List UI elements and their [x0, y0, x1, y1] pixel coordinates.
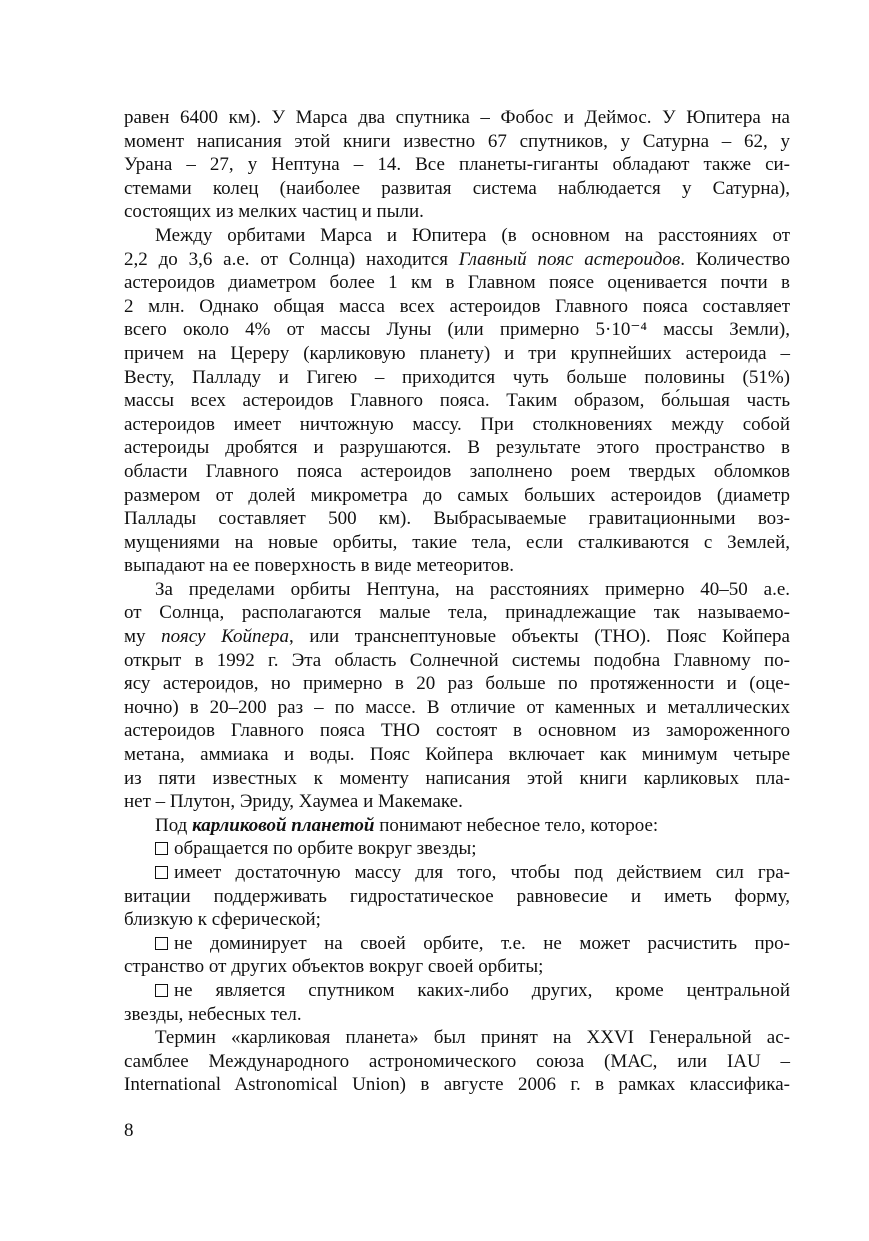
text-line: близкую к сферической; [124, 909, 321, 931]
checkbox-bullet-icon [155, 842, 168, 855]
text-line: обращается по орбите вокруг звезды; [124, 837, 790, 861]
paragraph [124, 578, 790, 814]
text-line: не доминирует на своей орбите, т.е. не может расчистить про- [124, 932, 790, 956]
text-line: самблее Международного астрономического союза (МАС, или IAU – [124, 1050, 790, 1072]
paragraph [124, 1026, 790, 1097]
list-item [124, 979, 790, 1026]
text-line: всего около 4% от массы Луны (или примерно 5·10⁻⁴ массы Земли), [124, 319, 790, 341]
text-line: ясу астероидов, но примерно в 20 раз больше по протяженности и (оце- [124, 673, 790, 695]
text-line: International Astronomical Union) в августе 2006 г. в рамках классифика- [124, 1074, 790, 1096]
text-line: 2 млн. Однако общая масса всех астероидов Главного пояса составляет [124, 295, 790, 317]
page-text [124, 106, 790, 1097]
text-line: нет – Плутон, Эриду, Хаумеа и Макемаке. [124, 791, 463, 813]
text-line: астероидов имеет ничтожную массу. При столкновениях между собой [124, 413, 790, 435]
text-line: стемами колец (наиболее развитая система наблюдается у Сатурна), [124, 177, 790, 199]
text-line: витации поддерживать гидростатическое равновесие и иметь форму, [124, 885, 790, 907]
text-line: от Солнца, располагаются малые тела, принадлежащие так называемо- [124, 602, 790, 624]
list-item [124, 837, 790, 861]
text-line: астероидов Главного пояса ТНО состоят в основном из замороженного [124, 720, 790, 742]
paragraph [124, 224, 790, 578]
text-line: странство от других объектов вокруг своей орбиты; [124, 956, 544, 978]
text-line: астероидов диаметром более 1 км в Главном поясе оценивается почти в [124, 272, 790, 294]
text-line: Урана – 27, у Нептуна – 14. Все планеты-гиганты обладают также си- [124, 154, 790, 176]
text-line: области Главного пояса астероидов заполнено роем твердых обломков [124, 460, 790, 482]
text-line: Под карликовой планетой понимают небесное тело, которое: [155, 814, 659, 836]
text-line: За пределами орбиты Нептуна, на расстояниях примерно 40–50 а.е. [155, 578, 790, 600]
text-line: астероиды дробятся и разрушаются. В результате этого пространство в [124, 437, 790, 459]
text-line: имеет достаточную массу для того, чтобы под действием сил гра- [124, 861, 790, 885]
text-line: массы всех астероидов Главного пояса. Таким образом, бо́льшая часть [124, 390, 790, 412]
paragraph [124, 814, 790, 838]
text-line: момент написания этой книги известно 67 спутников, у Сатурна – 62, у [124, 130, 790, 152]
list-item [124, 932, 790, 979]
text-line: Весту, Палладу и Гигею – приходится чуть больше половины (51%) [124, 366, 790, 388]
text-line: ночно) в 20–200 раз – по массе. В отличие от каменных и металлических [124, 696, 790, 718]
text-line: Паллады составляет 500 км). Выбрасываемые гравитационными воз- [124, 508, 790, 530]
text-line: открыт в 1992 г. Эта область Солнечной системы подобна Главному по- [124, 649, 790, 671]
text-line: мущениями на новые орбиты, такие тела, если сталкиваются с Землей, [124, 531, 790, 553]
checkbox-bullet-icon [155, 866, 168, 879]
list-item [124, 861, 790, 932]
text-line: равен 6400 км). У Марса два спутника – Фобос и Деймос. У Юпитера на [124, 107, 790, 128]
checkbox-bullet-icon [155, 984, 168, 997]
text-line: состоящих из мелких частиц и пыли. [124, 201, 424, 223]
text-line: размером от долей микрометра до самых больших астероидов (диаметр [124, 484, 790, 506]
text-line: звезды, небесных тел. [124, 1003, 302, 1025]
text-line: причем на Цереру (карликовую планету) и три крупнейших астероида – [124, 342, 790, 364]
text-line: выпадают на ее поверхность в виде метеоритов. [124, 555, 515, 577]
page-number: 8 [124, 1120, 134, 1141]
text-line: Между орбитами Марса и Юпитера (в основном на расстояниях от [155, 224, 790, 246]
paragraph [124, 106, 790, 224]
text-line: из пяти известных к моменту написания этой книги карликовых пла- [124, 767, 790, 789]
text-line: му поясу Койпера, или транснептуновые объекты (ТНО). Пояс Койпера [124, 626, 790, 648]
text-line: не является спутником каких-либо других, кроме центральной [124, 979, 790, 1003]
text-line: Термин «карликовая планета» был принят на XXVI Генеральной ас- [155, 1027, 790, 1049]
checkbox-bullet-icon [155, 937, 168, 950]
text-line: 2,2 до 3,6 а.е. от Солнца) находится Главный пояс астероидов. Количество [124, 248, 790, 270]
text-line: метана, аммиака и воды. Пояс Койпера включает как минимум четыре [124, 744, 790, 766]
